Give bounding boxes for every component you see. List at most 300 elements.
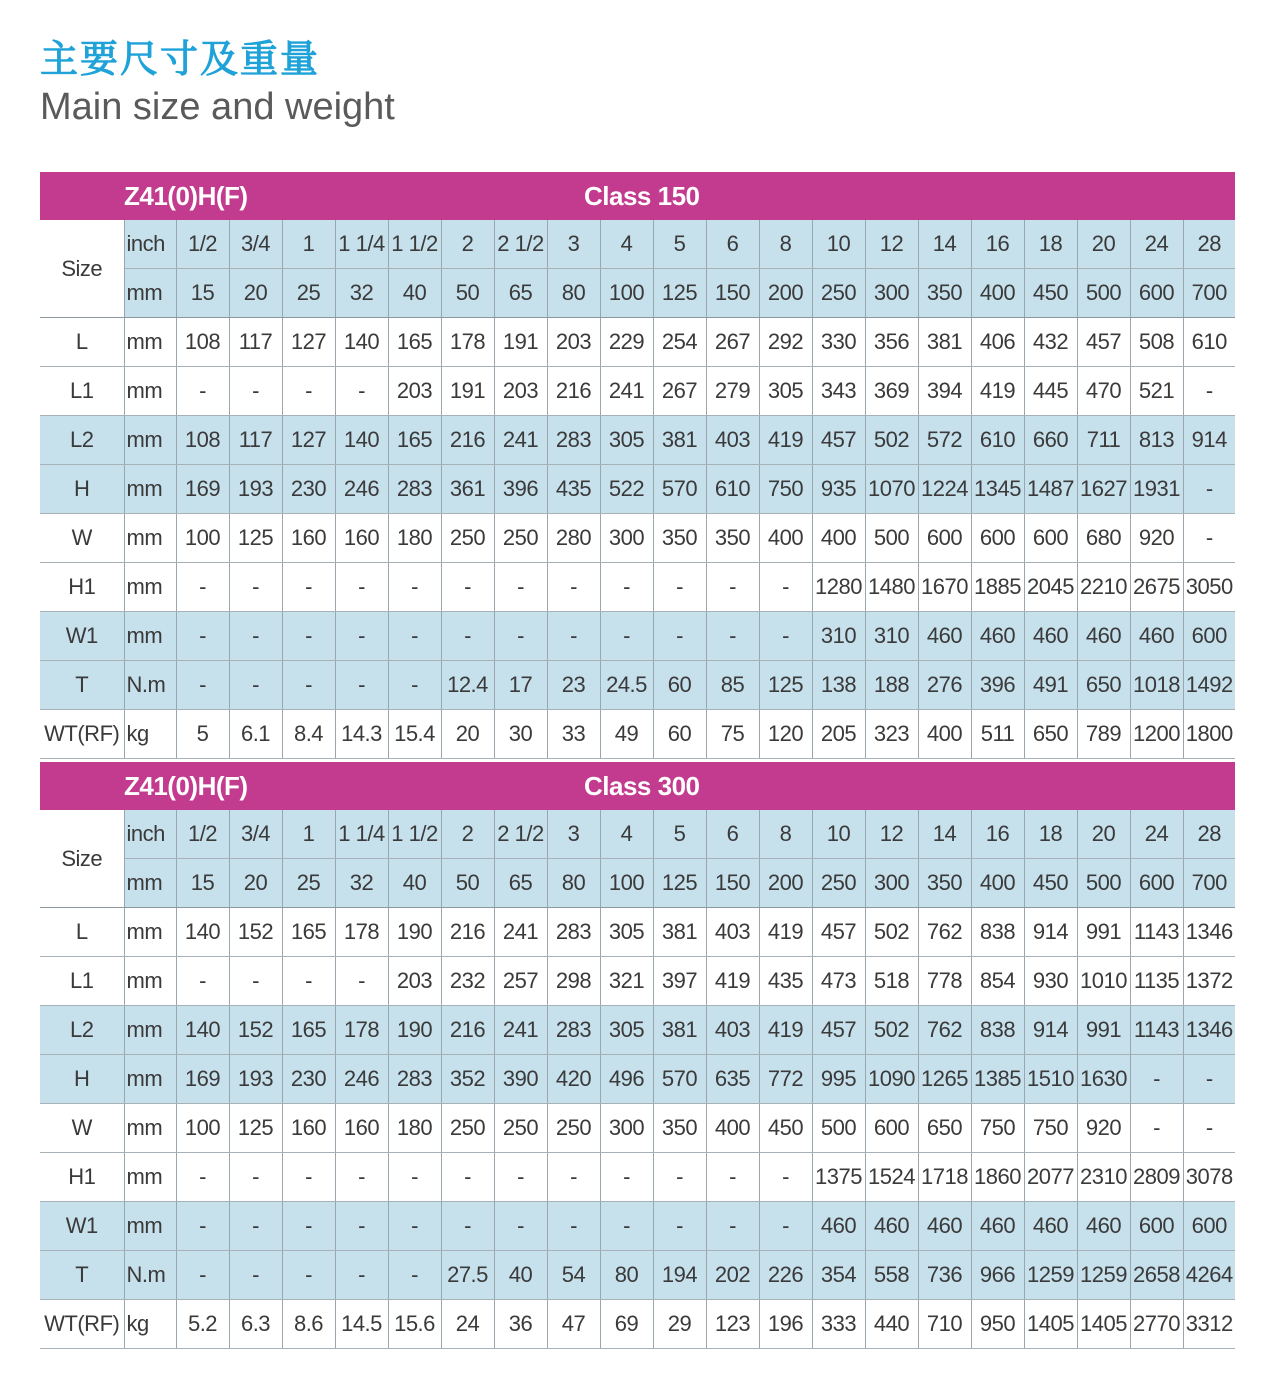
table-cell: 420: [547, 1055, 600, 1104]
table-cell: -: [547, 563, 600, 612]
table-cell: 680: [1077, 514, 1130, 563]
mm-size-cell: 50: [441, 269, 494, 318]
table-cell: 1259: [1024, 1251, 1077, 1300]
inch-size-cell: 2: [441, 220, 494, 269]
table-cell: 14.3: [335, 710, 388, 759]
table-cell: 570: [653, 1055, 706, 1104]
table-cell: 600: [1183, 612, 1235, 661]
table-cell: 257: [494, 957, 547, 1006]
mm-size-cell: 25: [282, 269, 335, 318]
table-cell: 460: [812, 1202, 865, 1251]
table-cell: 762: [918, 908, 971, 957]
table-cell: 24: [441, 1300, 494, 1349]
page-title-chinese: 主要尺寸及重量: [40, 37, 321, 81]
table-cell: 920: [1130, 514, 1183, 563]
table-cell: 152: [229, 1006, 282, 1055]
table-cell: -: [653, 612, 706, 661]
table-cell: 241: [600, 367, 653, 416]
table-cell: 127: [282, 318, 335, 367]
table-cell: 400: [759, 514, 812, 563]
table-cell: 330: [812, 318, 865, 367]
table-cell: 762: [918, 1006, 971, 1055]
table-cell: 419: [706, 957, 759, 1006]
table-cell: 100: [176, 514, 229, 563]
table-cell: 2210: [1077, 563, 1130, 612]
mm-size-cell: 40: [388, 859, 441, 908]
table-cell: -: [176, 1202, 229, 1251]
table-cell: 241: [494, 416, 547, 465]
inch-size-cell: 1/2: [176, 810, 229, 859]
table-cell: 160: [282, 514, 335, 563]
table-cell: 226: [759, 1251, 812, 1300]
table-cell: -: [1130, 1104, 1183, 1153]
inch-size-cell: 4: [600, 810, 653, 859]
table-cell: -: [229, 612, 282, 661]
table-cell: -: [229, 1153, 282, 1202]
spec-table-class-300: [40, 762, 1235, 1349]
row-label: T: [40, 661, 124, 710]
table-cell: 117: [229, 416, 282, 465]
table-cell: 736: [918, 1251, 971, 1300]
table-cell: 935: [812, 465, 865, 514]
table-cell: 279: [706, 367, 759, 416]
table-cell: 310: [865, 612, 918, 661]
inch-size-cell: 1/2: [176, 220, 229, 269]
row-label: L1: [40, 957, 124, 1006]
size-inch-row: [40, 220, 1235, 269]
table-cell: 470: [1077, 367, 1130, 416]
table-cell: 216: [441, 908, 494, 957]
row-label: H1: [40, 563, 124, 612]
table-cell: 30: [494, 710, 547, 759]
table-cell: 2310: [1077, 1153, 1130, 1202]
table-cell: -: [388, 1202, 441, 1251]
inch-size-cell: 3/4: [229, 810, 282, 859]
table-cell: 460: [971, 612, 1024, 661]
mm-size-cell: 700: [1183, 859, 1235, 908]
table-cell: -: [600, 1202, 653, 1251]
table-cell: 6.1: [229, 710, 282, 759]
table-cell: -: [1183, 514, 1235, 563]
table-cell: 1346: [1183, 1006, 1235, 1055]
table-cell: 350: [706, 514, 759, 563]
table-cell: 1280: [812, 563, 865, 612]
table-cell: -: [335, 661, 388, 710]
table-cell: 1670: [918, 563, 971, 612]
table-cell: -: [494, 1202, 547, 1251]
table-cell: 660: [1024, 416, 1077, 465]
table-row: [40, 318, 1235, 367]
table-cell: 400: [918, 710, 971, 759]
mm-size-cell: 40: [388, 269, 441, 318]
inch-size-cell: 3: [547, 810, 600, 859]
table-cell: 460: [1077, 612, 1130, 661]
table-cell: 361: [441, 465, 494, 514]
row-unit: mm: [124, 908, 176, 957]
table-cell: 5.2: [176, 1300, 229, 1349]
table-cell: 600: [1024, 514, 1077, 563]
table-row: [40, 1104, 1235, 1153]
table-cell: 292: [759, 318, 812, 367]
table-cell: 36: [494, 1300, 547, 1349]
table-cell: 250: [441, 514, 494, 563]
table-cell: 127: [282, 416, 335, 465]
size-mm-row: [40, 859, 1235, 908]
table-cell: 610: [1183, 318, 1235, 367]
table-cell: 165: [388, 318, 441, 367]
size-label: Size: [40, 810, 124, 908]
table-cell: 500: [812, 1104, 865, 1153]
table-cell: -: [282, 957, 335, 1006]
table-cell: 381: [653, 908, 706, 957]
table-cell: 108: [176, 416, 229, 465]
table-cell: 1931: [1130, 465, 1183, 514]
table-cell: 178: [441, 318, 494, 367]
table-cell: 610: [971, 416, 1024, 465]
table-cell: 406: [971, 318, 1024, 367]
row-label: L: [40, 908, 124, 957]
table-cell: 305: [600, 1006, 653, 1055]
table-cell: 1630: [1077, 1055, 1130, 1104]
mm-size-cell: 350: [918, 859, 971, 908]
table-cell: -: [388, 661, 441, 710]
row-label: L2: [40, 416, 124, 465]
table-cell: 650: [1024, 710, 1077, 759]
table-cell: 160: [282, 1104, 335, 1153]
table-cell: 165: [282, 908, 335, 957]
inch-size-cell: 12: [865, 810, 918, 859]
table-cell: 518: [865, 957, 918, 1006]
table-cell: 950: [971, 1300, 1024, 1349]
table-cell: 254: [653, 318, 706, 367]
table-cell: 711: [1077, 416, 1130, 465]
mm-size-cell: 65: [494, 269, 547, 318]
row-unit: N.m: [124, 661, 176, 710]
table-cell: 300: [600, 514, 653, 563]
table-header-band: [40, 172, 1235, 220]
inch-unit: inch: [124, 810, 176, 859]
table-cell: -: [176, 1251, 229, 1300]
inch-size-cell: 24: [1130, 220, 1183, 269]
table-cell: 140: [176, 908, 229, 957]
table-cell: 125: [229, 514, 282, 563]
table-cell: 310: [812, 612, 865, 661]
table-cell: 457: [812, 416, 865, 465]
table-cell: 69: [600, 1300, 653, 1349]
mm-size-cell: 200: [759, 269, 812, 318]
table-cell: -: [494, 1153, 547, 1202]
table-cell: 460: [971, 1202, 1024, 1251]
table-cell: 283: [388, 1055, 441, 1104]
row-unit: N.m: [124, 1251, 176, 1300]
table-row: [40, 1202, 1235, 1251]
mm-size-cell: 300: [865, 859, 918, 908]
row-label: T: [40, 1251, 124, 1300]
table-cell: 1070: [865, 465, 918, 514]
table-cell: 333: [812, 1300, 865, 1349]
table-cell: 108: [176, 318, 229, 367]
table-cell: 230: [282, 465, 335, 514]
row-label: H1: [40, 1153, 124, 1202]
table-cell: 125: [759, 661, 812, 710]
table-cell: 20: [441, 710, 494, 759]
table-cell: 17: [494, 661, 547, 710]
table-cell: 772: [759, 1055, 812, 1104]
row-unit: mm: [124, 612, 176, 661]
table-cell: -: [176, 1153, 229, 1202]
table-cell: 419: [971, 367, 1024, 416]
mm-size-cell: 50: [441, 859, 494, 908]
inch-size-cell: 20: [1077, 810, 1130, 859]
table-cell: 232: [441, 957, 494, 1006]
table-row: [40, 367, 1235, 416]
mm-size-cell: 200: [759, 859, 812, 908]
table-cell: -: [282, 1202, 335, 1251]
table-cell: -: [176, 612, 229, 661]
table-row: [40, 908, 1235, 957]
table-cell: 178: [335, 1006, 388, 1055]
inch-size-cell: 1 1/4: [335, 810, 388, 859]
table-cell: 1480: [865, 563, 918, 612]
inch-size-cell: 1 1/2: [388, 810, 441, 859]
row-unit: mm: [124, 465, 176, 514]
model-label: Z41(0)H(F): [40, 762, 176, 810]
inch-size-cell: 14: [918, 220, 971, 269]
table-cell: 194: [653, 1251, 706, 1300]
table-cell: -: [1183, 367, 1235, 416]
table-cell: 570: [653, 465, 706, 514]
table-cell: -: [282, 1153, 335, 1202]
table-cell: -: [176, 563, 229, 612]
row-label: W: [40, 1104, 124, 1153]
table-cell: 23: [547, 661, 600, 710]
table-cell: -: [759, 612, 812, 661]
table-cell: 397: [653, 957, 706, 1006]
row-unit: mm: [124, 1055, 176, 1104]
table-cell: 33: [547, 710, 600, 759]
mm-size-cell: 65: [494, 859, 547, 908]
table-cell: 246: [335, 1055, 388, 1104]
mm-size-cell: 80: [547, 859, 600, 908]
inch-size-cell: 18: [1024, 810, 1077, 859]
inch-size-cell: 3/4: [229, 220, 282, 269]
inch-size-cell: 16: [971, 220, 1024, 269]
inch-size-cell: 5: [653, 810, 706, 859]
mm-size-cell: 125: [653, 859, 706, 908]
mm-size-cell: 15: [176, 859, 229, 908]
table-cell: 914: [1024, 1006, 1077, 1055]
row-label: WT(RF): [40, 710, 124, 759]
row-unit: mm: [124, 1202, 176, 1251]
table-cell: -: [706, 1202, 759, 1251]
row-unit: mm: [124, 367, 176, 416]
table-cell: 1018: [1130, 661, 1183, 710]
mm-size-cell: 500: [1077, 269, 1130, 318]
table-cell: 572: [918, 416, 971, 465]
table-cell: 920: [1077, 1104, 1130, 1153]
table-cell: 838: [971, 908, 1024, 957]
table-cell: 995: [812, 1055, 865, 1104]
table-cell: 1372: [1183, 957, 1235, 1006]
table-row: [40, 710, 1235, 759]
table-cell: 117: [229, 318, 282, 367]
table-cell: 750: [971, 1104, 1024, 1153]
table-cell: 202: [706, 1251, 759, 1300]
mm-size-cell: 250: [812, 269, 865, 318]
table-cell: -: [441, 612, 494, 661]
table-cell: 123: [706, 1300, 759, 1349]
inch-size-cell: 12: [865, 220, 918, 269]
table-cell: -: [229, 1251, 282, 1300]
table-cell: -: [388, 1153, 441, 1202]
table-cell: 15.4: [388, 710, 441, 759]
table-cell: 1718: [918, 1153, 971, 1202]
table-cell: 522: [600, 465, 653, 514]
table-cell: 403: [706, 908, 759, 957]
table-cell: 419: [759, 416, 812, 465]
table-cell: 650: [918, 1104, 971, 1153]
table-cell: -: [547, 1202, 600, 1251]
table-cell: 188: [865, 661, 918, 710]
table-cell: 500: [865, 514, 918, 563]
table-cell: 991: [1077, 908, 1130, 957]
mm-size-cell: 400: [971, 859, 1024, 908]
row-label: W1: [40, 612, 124, 661]
table-cell: 356: [865, 318, 918, 367]
mm-size-cell: 20: [229, 269, 282, 318]
table-cell: 4264: [1183, 1251, 1235, 1300]
table-cell: 496: [600, 1055, 653, 1104]
table-cell: 460: [865, 1202, 918, 1251]
table-cell: 100: [176, 1104, 229, 1153]
table-cell: -: [653, 1202, 706, 1251]
table-cell: 403: [706, 1006, 759, 1055]
table-cell: 369: [865, 367, 918, 416]
table-cell: 508: [1130, 318, 1183, 367]
table-cell: -: [759, 563, 812, 612]
table-cell: 191: [494, 318, 547, 367]
table-cell: 15.6: [388, 1300, 441, 1349]
table-cell: 27.5: [441, 1251, 494, 1300]
table-cell: 3312: [1183, 1300, 1235, 1349]
table-cell: -: [229, 1202, 282, 1251]
table-cell: 138: [812, 661, 865, 710]
table-cell: -: [1183, 465, 1235, 514]
table-cell: 40: [494, 1251, 547, 1300]
table-cell: 1345: [971, 465, 1024, 514]
table-cell: -: [388, 563, 441, 612]
row-label: L2: [40, 1006, 124, 1055]
table-cell: 190: [388, 1006, 441, 1055]
table-cell: 14.5: [335, 1300, 388, 1349]
table-cell: 600: [971, 514, 1024, 563]
table-cell: 160: [335, 1104, 388, 1153]
table-cell: 216: [441, 1006, 494, 1055]
table-cell: -: [229, 957, 282, 1006]
table-cell: 191: [441, 367, 494, 416]
table-row: [40, 957, 1235, 1006]
table-row: [40, 612, 1235, 661]
table-row: [40, 1300, 1235, 1349]
table-row: [40, 563, 1235, 612]
table-cell: 396: [494, 465, 547, 514]
table-cell: 460: [918, 1202, 971, 1251]
row-unit: kg: [124, 1300, 176, 1349]
table-cell: -: [1183, 1055, 1235, 1104]
inch-size-cell: 28: [1183, 810, 1235, 859]
table-cell: 305: [600, 908, 653, 957]
table-cell: 323: [865, 710, 918, 759]
table-cell: 350: [653, 1104, 706, 1153]
size-inch-row: [40, 810, 1235, 859]
model-label: Z41(0)H(F): [40, 172, 176, 220]
table-cell: 610: [706, 465, 759, 514]
table-cell: 298: [547, 957, 600, 1006]
table-cell: 558: [865, 1251, 918, 1300]
table-cell: -: [441, 563, 494, 612]
row-unit: mm: [124, 1006, 176, 1055]
table-cell: 1405: [1024, 1300, 1077, 1349]
inch-size-cell: 1 1/4: [335, 220, 388, 269]
table-cell: 1010: [1077, 957, 1130, 1006]
table-row: [40, 661, 1235, 710]
table-cell: 152: [229, 908, 282, 957]
table-cell: 3078: [1183, 1153, 1235, 1202]
table-cell: 450: [759, 1104, 812, 1153]
table-cell: 381: [653, 1006, 706, 1055]
table-cell: 914: [1024, 908, 1077, 957]
table-cell: 276: [918, 661, 971, 710]
table-cell: 12.4: [441, 661, 494, 710]
table-cell: 180: [388, 1104, 441, 1153]
table-cell: 1524: [865, 1153, 918, 1202]
mm-unit: mm: [124, 269, 176, 318]
table-cell: 241: [494, 1006, 547, 1055]
table-cell: -: [282, 661, 335, 710]
table-cell: 216: [547, 367, 600, 416]
table-cell: 710: [918, 1300, 971, 1349]
mm-size-cell: 600: [1130, 269, 1183, 318]
mm-size-cell: 32: [335, 859, 388, 908]
table-cell: 381: [653, 416, 706, 465]
table-cell: 521: [1130, 367, 1183, 416]
table-cell: 966: [971, 1251, 1024, 1300]
table-cell: 24.5: [600, 661, 653, 710]
table-cell: 29: [653, 1300, 706, 1349]
table-cell: 778: [918, 957, 971, 1006]
mm-size-cell: 450: [1024, 269, 1077, 318]
table-cell: 165: [388, 416, 441, 465]
inch-size-cell: 1 1/2: [388, 220, 441, 269]
table-cell: 165: [282, 1006, 335, 1055]
row-unit: mm: [124, 957, 176, 1006]
table-cell: 85: [706, 661, 759, 710]
table-cell: 396: [971, 661, 1024, 710]
table-row: [40, 1251, 1235, 1300]
table-cell: 60: [653, 710, 706, 759]
table-cell: 2045: [1024, 563, 1077, 612]
table-cell: 1200: [1130, 710, 1183, 759]
table-cell: 75: [706, 710, 759, 759]
row-label: H: [40, 1055, 124, 1104]
table-cell: 457: [1077, 318, 1130, 367]
table-cell: 49: [600, 710, 653, 759]
table-cell: 120: [759, 710, 812, 759]
table-cell: 1885: [971, 563, 1024, 612]
mm-size-cell: 100: [600, 269, 653, 318]
row-unit: mm: [124, 514, 176, 563]
table-cell: -: [335, 612, 388, 661]
